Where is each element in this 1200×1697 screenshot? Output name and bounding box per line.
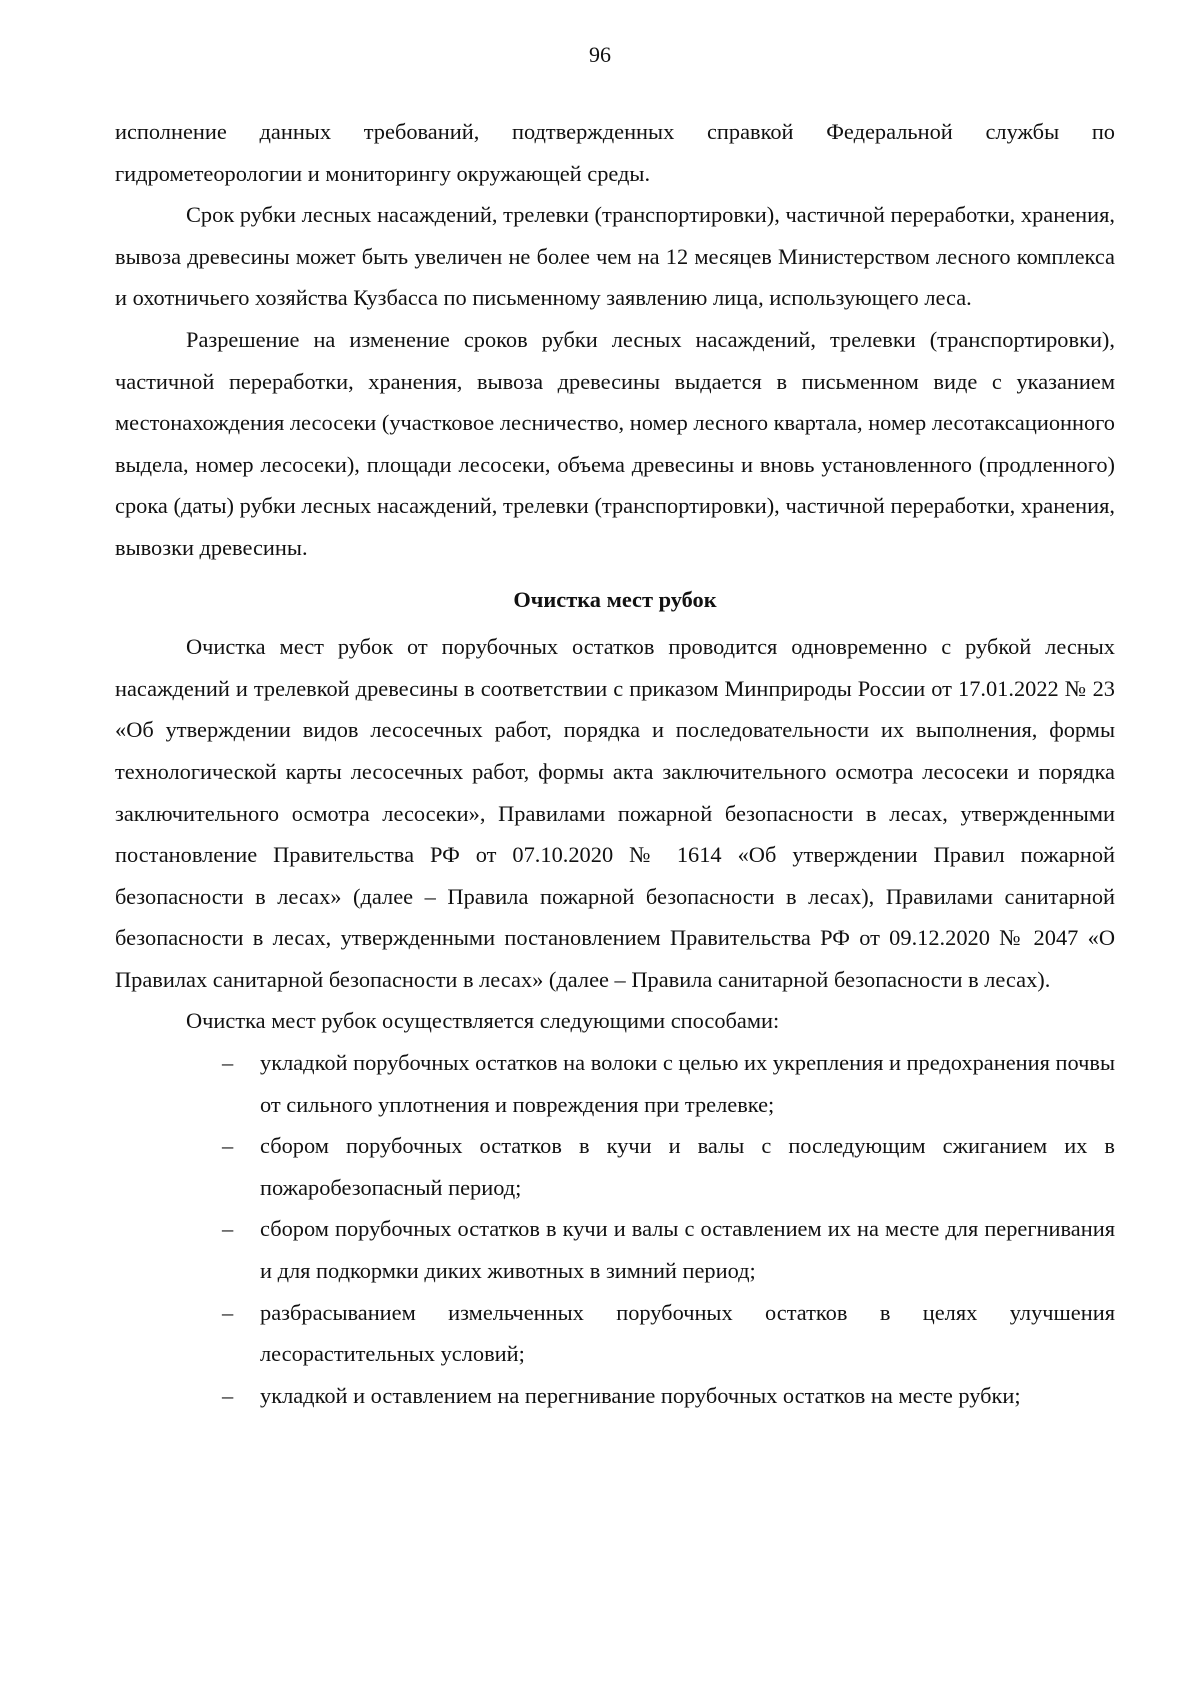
list-item-text: разбрасыванием измельченных порубочных остатков в целях улучшения лесорастительных условий; [260,1299,1115,1367]
list-item [115,1208,1115,1291]
list-item [115,1042,1115,1125]
paragraph-logging-term-extension: Срок рубки лесных насаждений, трелевки (транспортировки), частичной переработки, хранения, вывоза древесины может быть увеличен не более чем на 12 месяцев Министерством лесного комплекса и охотничьего хозяйства Кузбасса по письменному заявлению лица, использующего леса. [115,202,1115,311]
list-item [115,1292,1115,1375]
list-item [115,1375,1115,1417]
paragraph-cleanup-methods-intro: Очистка мест рубок осуществляется следующими способами: [186,1008,780,1034]
page-content [115,111,1115,1416]
list-dash-marker: – [222,1050,234,1076]
list-item-text: укладкой и оставлением на перегнивание порубочных остатков на месте рубки; [260,1382,1021,1408]
cleanup-methods-list [115,1042,1115,1416]
section-heading: Очистка мест рубок [513,586,717,612]
list-dash-marker: – [222,1382,234,1408]
list-item-text: укладкой порубочных остатков на волоки с целью их укрепления и предохранения почвы от сильного уплотнения и повреждения при трелевке; [260,1050,1115,1117]
list-dash-marker: – [222,1216,234,1242]
paragraph-cleanup-regulations: Очистка мест рубок от порубочных остатков проводится одновременно с рубкой лесных насаждений и трелевкой древесины в соответствии с приказом Минприроды России от 17.01.2022 № 23 «Об утверждении видов лесосечных работ, порядка и последовательности их выполнения, формы технологической карты лесосечных работ, формы акта заключительного осмотра лесосеки и порядка заключительного осмотра лесосеки», Правилами пожарной безопасности в лесах, утвержденными постановление Правительства РФ от 07.10.2020 № 1614 «Об утверждении Правил пожарной безопасности в лесах» (далее – Правила пожарной безопасности в лесах), Правилами санитарной безопасности в лесах, утвержденными постановлением Правительства РФ от 09.12.2020 № 2047 «О Правилах санитарной безопасности в лесах» (далее – Правила санитарной безопасности в лесах). [115,634,1115,992]
list-item-text: сбором порубочных остатков в кучи и валы с последующим сжиганием их в пожаробезопасный период; [260,1133,1115,1200]
list-dash-marker: – [222,1133,234,1159]
page-number: 96 [589,42,611,67]
list-item [115,1125,1115,1208]
paragraph-permit-for-term-change: Разрешение на изменение сроков рубки лесных насаждений, трелевки (транспортировки), частичной переработки, хранения, вывоза древесины выдается в письменном виде с указанием местонахождения лесосеки (участковое лесничество, номер лесного квартала, номер лесотаксационного выдела, номер лесосеки), площади лесосеки, объема древесины и вновь установленного (продленного) срока (даты) рубки лесных насаждений, трелевки (транспортировки), частичной переработки, хранения, вывозки древесины. [115,326,1115,560]
list-dash-marker: – [222,1299,234,1325]
list-item-text: сбором порубочных остатков в кучи и валы с оставлением их на месте для перегнивания и для подкормки диких животных в зимний период; [260,1216,1115,1284]
paragraph-continuation: исполнение данных требований, подтвержденных справкой Федеральной службы по гидрометеорологии и мониторингу окружающей среды. [115,119,1115,186]
